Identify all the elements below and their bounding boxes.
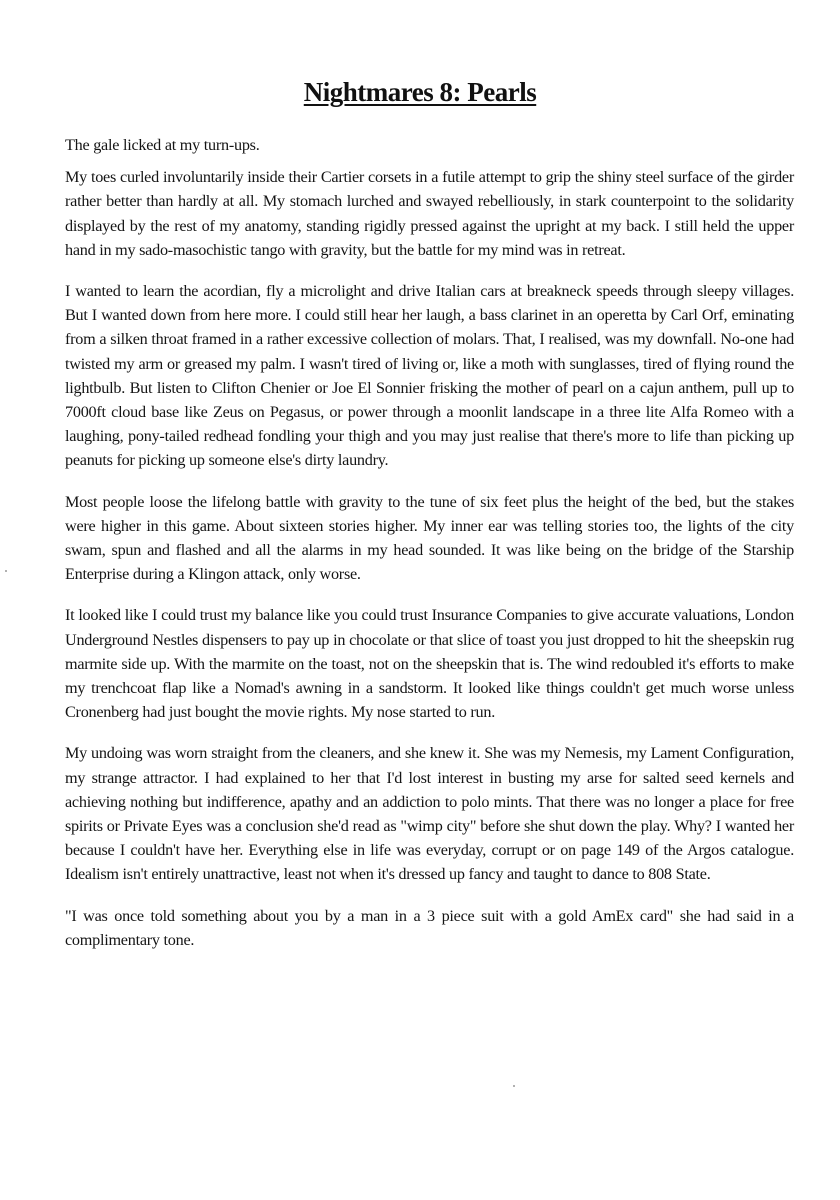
title-text: Nightmares 8: Pearls [303, 77, 537, 107]
scan-speck [5, 570, 7, 572]
paragraph: The gale licked at my turn-ups. [65, 136, 260, 154]
paragraph: It looked like I could trust my balance like you could trust Insurance Companies to give accurate valuations, London Underground Nestles dispensers to pay up in chocolate or that slice of toast you just dropped to hit the sheepskin rug marmite side up. With the marmite on the toast, not on the sheepskin that is. The wind redoubled it's efforts to make my trenchcoat flap like a Nomad's awning in a sandstorm. It looked like things couldn't get much worse unless Cronenberg had just bought the movie rights. My nose started to run. [65, 606, 794, 722]
document-title [0, 77, 840, 108]
paragraph: My toes curled involuntarily inside their Cartier corsets in a futile attempt to grip the shiny steel surface of the girder rather better than hardly at all. My stomach lurched and swayed rebelliously, in stark counterpoint to the solidarity displayed by the rest of my anatomy, standing rigidly pressed against the upright at my back. I still held the upper hand in my sado-masochistic tango with gravity, but the battle for my mind was in retreat. [65, 168, 794, 259]
scan-speck [513, 1085, 515, 1087]
paragraph: Most people loose the lifelong battle with gravity to the tune of six feet plus the height of the bed, but the stakes were higher in this game. About sixteen stories higher. My inner ear was telling stories too, the lights of the city swam, spun and flashed and all the alarms in my head sounded. It was like being on the bridge of the Starship Enterprise during a Klingon attack, only worse. [65, 492, 794, 584]
paragraph: I wanted to learn the acordian, fly a microlight and drive Italian cars at breakneck speeds through sleepy villages. But I wanted down from here more. I could still hear her laugh, a bass clarinet in an operetta by Carl Orf, eminating from a silken throat framed in a rather excessive collection of molars. That, I realised, was my downfall. No-one had twisted my arm or greased my palm. I wasn't tired of living or, like a moth with sunglasses, tired of flying round the lightbulb. But listen to Clifton Chenier or Joe El Sonnier frisking the mother of pearl on a cajun anthem, pull up to 7000ft cloud base like Zeus on Pegasus, or power through a moonlit landscape in a three lite Alfa Romeo with a laughing, pony-tailed redhead fondling your thigh and you may just realise that there's more to life than picking up peanuts for picking up someone else's dirty laundry. [65, 282, 794, 470]
paragraph: "I was once told something about you by a man in a 3 piece suit with a gold AmEx card" she had said in a complimentary tone. [65, 906, 794, 949]
paragraph: My undoing was worn straight from the cleaners, and she knew it. She was my Nemesis, my Lament Configuration, my strange attractor. I had explained to her that I'd lost interest in busting my arse for salted seed kernels and achieving nothing but indifference, apathy and an addiction to polo mints. That there was no longer a place for free spirits or Private Eyes was a conclusion she'd read as "wimp city" before she shut down the play. Why? I wanted her because I couldn't have her. Everything else in life was everyday, corrupt or on page 149 of the Argos catalogue. Idealism isn't entirely unattractive, least not when it's dressed up fancy and taught to dance to 808 State. [65, 744, 794, 884]
document-body [65, 133, 794, 963]
